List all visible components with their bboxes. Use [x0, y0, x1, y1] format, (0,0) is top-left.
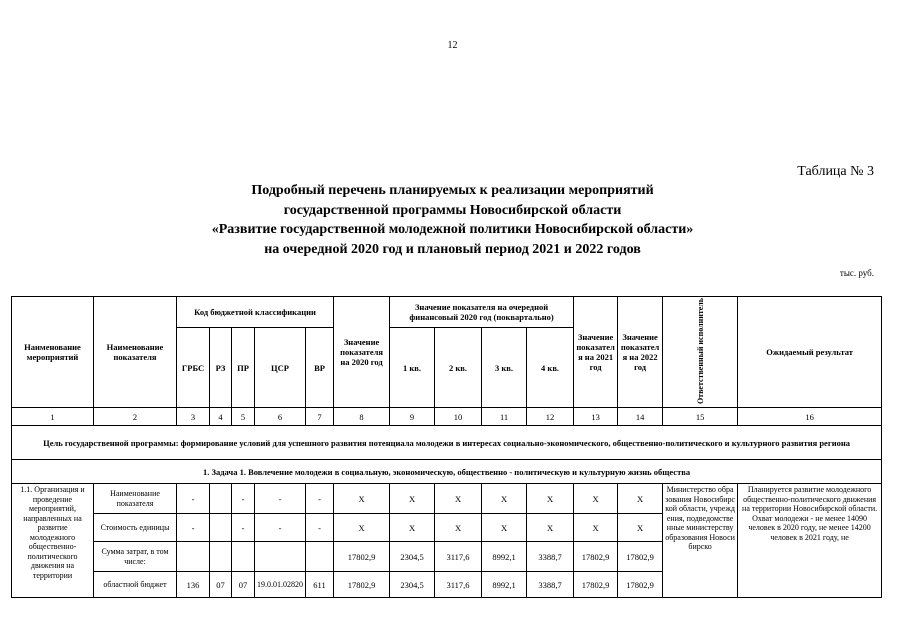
- cell-q4: 3388,7: [527, 572, 574, 598]
- column-number: 7: [306, 408, 334, 426]
- cell-value-2021: X: [574, 514, 618, 542]
- cell-q4: X: [527, 514, 574, 542]
- cell-pr: 07: [232, 572, 255, 598]
- column-number: 2: [94, 408, 177, 426]
- column-number: 5: [232, 408, 255, 426]
- cell-grbs: -: [177, 514, 210, 542]
- header-vr: ВР: [306, 328, 334, 408]
- column-number: 4: [210, 408, 232, 426]
- cell-q3: 8992,1: [482, 542, 527, 572]
- cell-q4: 3388,7: [527, 542, 574, 572]
- cell-q2: 3117,6: [435, 542, 482, 572]
- header-expected-result: Ожидаемый результат: [738, 297, 882, 408]
- column-number: 15: [663, 408, 738, 426]
- event-name: 1.1. Организация и проведение мероприятий, направленных на развитие молодежного общественно-политического движения на территории: [12, 484, 94, 598]
- cell-csr: 19.0.01.02820: [255, 572, 306, 598]
- header-q2: 2 кв.: [435, 328, 482, 408]
- cell-csr: -: [255, 484, 306, 514]
- column-number: 10: [435, 408, 482, 426]
- cell-q2: 3117,6: [435, 572, 482, 598]
- cell-grbs: 136: [177, 572, 210, 598]
- event-executor: Министерство образования Новосибирской области, учреждения, подведомственные министерству образования Новосибирско: [663, 484, 738, 598]
- column-number: 6: [255, 408, 306, 426]
- cell-q4: X: [527, 484, 574, 514]
- title-line: «Развитие государственной молодежной политики Новосибирской области»: [211, 222, 694, 237]
- program-task: 1. Задача 1. Вовлечение молодежи в социальную, экономическую, общественно - политическую и культурную жизнь общества: [12, 460, 882, 484]
- cell-csr: [255, 542, 306, 572]
- header-q3: 3 кв.: [482, 328, 527, 408]
- title-line: Подробный перечень планируемых к реализации мероприятий: [251, 183, 654, 198]
- column-number: 9: [390, 408, 435, 426]
- task-row: [12, 460, 882, 484]
- cell-vr: [306, 542, 334, 572]
- header-pr: ПР: [232, 328, 255, 408]
- cell-vr: -: [306, 514, 334, 542]
- cell-value-2022: 17802,9: [618, 572, 663, 598]
- column-number: 11: [482, 408, 527, 426]
- cell-pr: -: [232, 484, 255, 514]
- header-csr: ЦСР: [255, 328, 306, 408]
- column-number: 16: [738, 408, 882, 426]
- document-title: [0, 181, 905, 259]
- cell-grbs: -: [177, 484, 210, 514]
- indicator-name: Наименование показателя: [94, 484, 177, 514]
- cell-q1: 2304,5: [390, 542, 435, 572]
- units-label: тыс. руб.: [839, 268, 874, 278]
- cell-value-2021: 17802,9: [574, 542, 618, 572]
- cell-value-2020: 17802,9: [334, 542, 390, 572]
- page-number: 12: [447, 40, 458, 51]
- header-value-2022: Значение показателя на 2022 год: [618, 297, 663, 408]
- cell-q2: X: [435, 484, 482, 514]
- cell-value-2020: X: [334, 484, 390, 514]
- cell-value-2020: X: [334, 514, 390, 542]
- header-grbs: ГРБС: [177, 328, 210, 408]
- goal-row: [12, 426, 882, 460]
- cell-value-2021: 17802,9: [574, 572, 618, 598]
- column-number-row: [12, 408, 882, 426]
- cell-grbs: [177, 542, 210, 572]
- column-number: 13: [574, 408, 618, 426]
- column-number: 1: [12, 408, 94, 426]
- header-indicator-name: Наименование показателя: [94, 297, 177, 408]
- column-number: 14: [618, 408, 663, 426]
- header-q4: 4 кв.: [527, 328, 574, 408]
- column-number: 12: [527, 408, 574, 426]
- cell-rz: [210, 484, 232, 514]
- cell-q2: X: [435, 514, 482, 542]
- header-value-2020: Значение показателя на 2020 год: [334, 297, 390, 408]
- cell-csr: -: [255, 514, 306, 542]
- cell-value-2021: X: [574, 484, 618, 514]
- indicator-name: Стоимость единицы: [94, 514, 177, 542]
- cell-q3: 8992,1: [482, 572, 527, 598]
- cell-value-2022: X: [618, 514, 663, 542]
- title-line: на очередной 2020 год и плановый период 2021 и 2022 годов: [264, 241, 641, 257]
- header-rz: РЗ: [210, 328, 232, 408]
- cell-value-2022: X: [618, 484, 663, 514]
- program-table: [11, 296, 882, 598]
- cell-value-2020: 17802,9: [334, 572, 390, 598]
- header-value-2021: Значение показателя на 2021 год: [574, 297, 618, 408]
- cell-q1: X: [390, 484, 435, 514]
- cell-rz: [210, 514, 232, 542]
- cell-rz: [210, 542, 232, 572]
- event-expected-result: Планируется развитие молодежного общественно-политического движения на территории Новосибирской области. Охват молодежи - не менее 14090 человек в 2020 году, не менее 14200 человек в 2021 году, не: [738, 484, 882, 598]
- table-row: [12, 484, 882, 514]
- cell-pr: [232, 542, 255, 572]
- header-row: [12, 297, 882, 328]
- cell-vr: 611: [306, 572, 334, 598]
- cell-q3: X: [482, 514, 527, 542]
- program-goal: Цель государственной программы: формирование условий для успешного развития потенциала молодежи в интересах социально-экономического, общественно-политического и культурного развития региона: [12, 426, 882, 460]
- header-budget-code: Код бюджетной классификации: [177, 297, 334, 328]
- cell-q3: X: [482, 484, 527, 514]
- cell-q1: X: [390, 514, 435, 542]
- column-number: 3: [177, 408, 210, 426]
- cell-q1: 2304,5: [390, 572, 435, 598]
- cell-rz: 07: [210, 572, 232, 598]
- header-event-name: Наименование мероприятий: [12, 297, 94, 408]
- table-label: Таблица № 3: [797, 164, 874, 179]
- cell-vr: -: [306, 484, 334, 514]
- header-q1: 1 кв.: [390, 328, 435, 408]
- indicator-name: Сумма затрат, в том числе:: [94, 542, 177, 572]
- cell-value-2022: 17802,9: [618, 542, 663, 572]
- header-quarterly: Значение показателя на очередной финансовый 2020 год (поквартально): [390, 297, 574, 328]
- title-line: государственной программы Новосибирской области: [283, 202, 622, 218]
- indicator-name: областной бюджет: [94, 572, 177, 598]
- header-executor-text: Ответственный исполнитель: [695, 298, 705, 405]
- column-number: 8: [334, 408, 390, 426]
- cell-pr: -: [232, 514, 255, 542]
- header-executor: [663, 297, 738, 408]
